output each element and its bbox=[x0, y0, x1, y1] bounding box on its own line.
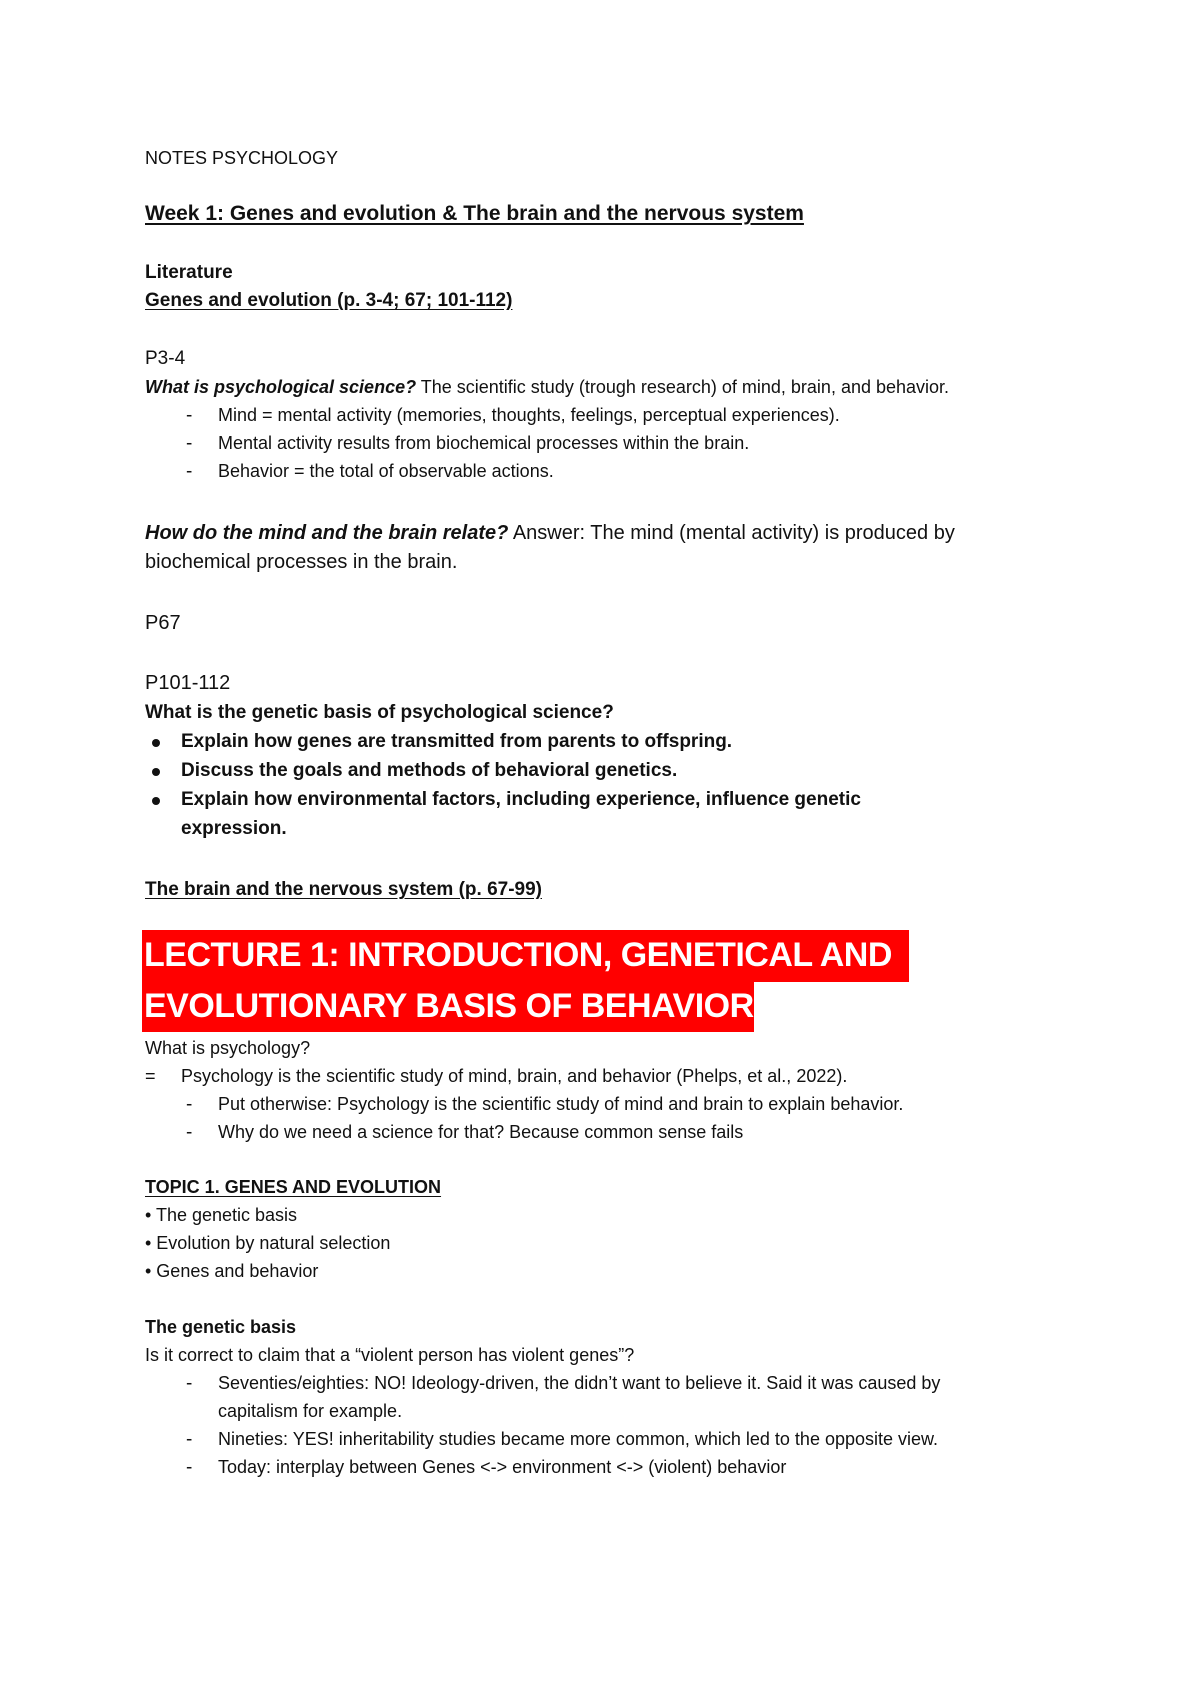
question-genetic-basis: What is the genetic basis of psychological science? bbox=[145, 702, 614, 723]
list-item: • The genetic basis bbox=[145, 1205, 298, 1225]
week-title: Week 1: Genes and evolution & The brain and the nervous system bbox=[145, 202, 804, 225]
genetic-basis-question: Is it correct to claim that a “violent person has violent genes”? bbox=[145, 1345, 635, 1365]
lecture-title-line2: EVOLUTIONARY BASIS OF BEHAVIOR bbox=[144, 987, 754, 1025]
list-item: • Evolution by natural selection bbox=[145, 1233, 391, 1253]
list-item: Today: interplay between Genes <-> environment <-> (violent) behavior bbox=[218, 1457, 787, 1477]
dash-marker: - bbox=[186, 461, 193, 482]
dash-marker: - bbox=[186, 1457, 193, 1478]
list-item: Seventies/eighties: NO! Ideology-driven, the didn’t want to believe it. Said it was caused by bbox=[218, 1373, 941, 1393]
section-heading-p3-4: P3-4 bbox=[145, 348, 186, 369]
list-item: Nineties: YES! inheritability studies became more common, which led to the opposite view. bbox=[218, 1429, 939, 1449]
genes-evolution-reference: Genes and evolution (p. 3-4; 67; 101-112) bbox=[145, 290, 513, 311]
list-item-cont: expression. bbox=[181, 818, 287, 839]
genetic-basis-heading: The genetic basis bbox=[145, 1317, 297, 1337]
list-item: Behavior = the total of observable actions. bbox=[218, 461, 554, 481]
question-line-mind-brain bbox=[145, 522, 955, 545]
question-line-psych-science bbox=[145, 377, 949, 398]
question-psych-science: What is psychological science? bbox=[145, 377, 417, 397]
intro-question: What is psychology? bbox=[145, 1038, 311, 1058]
list-item: Put otherwise: Psychology is the scientific study of mind and brain to explain behavior. bbox=[218, 1094, 904, 1114]
topic1-heading: TOPIC 1. GENES AND EVOLUTION bbox=[145, 1177, 442, 1197]
list-item: Explain how genes are transmitted from parents to offspring. bbox=[181, 731, 733, 752]
answer-mind-brain: Answer: The mind (mental activity) is produced by bbox=[508, 522, 955, 544]
dash-marker: - bbox=[186, 405, 193, 426]
answer-mind-brain-cont: biochemical processes in the brain. bbox=[145, 551, 458, 573]
lecture-title-line1: LECTURE 1: INTRODUCTION, GENETICAL AND bbox=[144, 936, 892, 974]
list-item-cont: capitalism for example. bbox=[218, 1401, 403, 1421]
list-item: • Genes and behavior bbox=[145, 1261, 319, 1281]
dash-marker: - bbox=[186, 1094, 193, 1115]
list-item: Explain how environmental factors, including experience, influence genetic bbox=[181, 789, 861, 810]
dash-marker: - bbox=[186, 1373, 193, 1394]
bullet-icon bbox=[152, 797, 160, 805]
doc-label: NOTES PSYCHOLOGY bbox=[145, 148, 339, 168]
list-item: Why do we need a science for that? Because common sense fails bbox=[218, 1122, 744, 1142]
literature-heading: Literature bbox=[145, 262, 233, 283]
intro-definition: Psychology is the scientific study of mind, brain, and behavior (Phelps, et al., 2022). bbox=[181, 1066, 848, 1086]
answer-psych-science: The scientific study (trough research) of mind, brain, and behavior. bbox=[416, 377, 950, 397]
list-item: Mental activity results from biochemical processes within the brain. bbox=[218, 433, 750, 453]
dash-marker: - bbox=[186, 1122, 193, 1143]
bullet-icon bbox=[152, 768, 160, 776]
question-mind-brain: How do the mind and the brain relate? bbox=[145, 522, 509, 544]
equals-marker: = bbox=[145, 1066, 156, 1086]
dash-marker: - bbox=[186, 1429, 193, 1450]
bullet-icon bbox=[152, 739, 160, 747]
brain-reference: The brain and the nervous system (p. 67-99) bbox=[145, 879, 542, 900]
list-item: Discuss the goals and methods of behavioral genetics. bbox=[181, 760, 678, 781]
list-item: Mind = mental activity (memories, thoughts, feelings, perceptual experiences). bbox=[218, 405, 840, 425]
section-heading-p67: P67 bbox=[145, 612, 181, 634]
section-heading-p101-112: P101-112 bbox=[145, 672, 231, 694]
dash-marker: - bbox=[186, 433, 193, 454]
